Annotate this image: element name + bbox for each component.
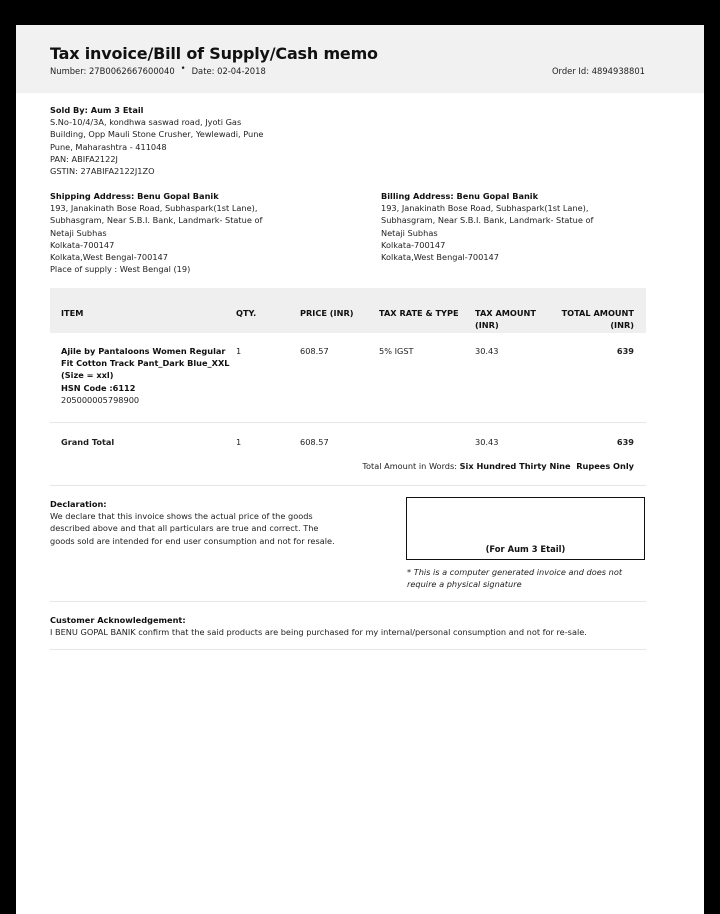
- invoice-header: [16, 25, 704, 93]
- billing-heading: Billing Address: Benu Gopal Banik: [381, 191, 539, 201]
- seller-block: [50, 104, 263, 177]
- signature-note-line: * This is a computer generated invoice and does not: [407, 567, 623, 577]
- invoice-date: Date: 02-04-2018: [191, 66, 266, 76]
- seller-line: GSTIN: 27ABIFA2122J1ZO: [50, 166, 155, 177]
- item-total: 639: [616, 346, 634, 356]
- grand-total-tax: 30.43: [475, 437, 499, 447]
- acknowledgement-heading: Customer Acknowledgement:: [50, 615, 186, 625]
- seller-line: PAN: ABIFA2122J: [50, 153, 118, 164]
- shipping-heading: Shipping Address: Benu Gopal Banik: [50, 191, 219, 201]
- grand-total-amount: 639: [616, 437, 634, 447]
- declaration-block: [50, 498, 335, 547]
- shipping-line: Netaji Subhas: [50, 227, 107, 238]
- invoice-title: Tax invoice/Bill of Supply/Cash memo: [50, 44, 378, 63]
- invoice-meta: [50, 63, 266, 76]
- billing-line: 193, Janakinath Bose Road, Subhaspark(1st Lane),: [381, 203, 589, 214]
- shipping-address: [50, 190, 262, 275]
- place-of-supply: Place of supply : West Bengal (19): [50, 264, 191, 275]
- seller-line: Pune, Maharashtra - 411048: [50, 141, 167, 152]
- order-id: Order Id: 4894938801: [551, 66, 645, 76]
- signature-note-line: require a physical signature: [407, 579, 522, 590]
- item-name-line: Fit Cotton Track Pant_Dark Blue_XXL: [61, 358, 230, 369]
- col-tax-rate: TAX RATE & TYPE: [379, 308, 459, 318]
- amount-in-words: [362, 460, 634, 472]
- col-total-line1: TOTAL AMOUNT: [561, 308, 634, 318]
- item-sku: 205000005798900: [61, 394, 140, 405]
- col-tax-amount-line2: (INR): [475, 320, 499, 330]
- table-header: [50, 288, 646, 333]
- col-total-line2: (INR): [610, 320, 634, 330]
- amount-in-words-value: Six Hundred Thirty Nine Rupees Only: [459, 461, 634, 471]
- invoice-page: [16, 25, 704, 914]
- declaration-line: described above and that all particulars are true and correct. The: [50, 523, 319, 534]
- billing-line: Netaji Subhas: [381, 227, 438, 238]
- item-tax-rate: 5% IGST: [379, 346, 414, 356]
- item-price: 608.57: [300, 346, 329, 356]
- grand-total-price: 608.57: [300, 437, 329, 447]
- item-tax-amount: 30.43: [475, 346, 499, 356]
- section-divider: [50, 601, 646, 602]
- item-description: [61, 345, 230, 406]
- col-tax-amount-line1: TAX AMOUNT: [475, 308, 536, 318]
- col-item: ITEM: [61, 308, 84, 318]
- row-divider: [50, 422, 646, 423]
- signature-note: [407, 566, 622, 590]
- section-divider: [50, 649, 646, 650]
- acknowledgement-block: [50, 614, 646, 638]
- col-tax-amount: [475, 307, 536, 331]
- section-divider: [50, 485, 646, 486]
- declaration-line: We declare that this invoice shows the actual price of the goods: [50, 511, 313, 522]
- item-name-line: Ajile by Pantaloons Women Regular: [61, 346, 226, 356]
- billing-address: [381, 190, 593, 263]
- grand-total-label: Grand Total: [61, 437, 115, 447]
- col-price: PRICE (INR): [300, 308, 354, 318]
- signature-box: [406, 497, 645, 560]
- shipping-line: Kolkata-700147: [50, 239, 115, 250]
- item-hsn: HSN Code :6112: [61, 382, 136, 393]
- items-table: [50, 288, 646, 471]
- shipping-line: Kolkata,West Bengal-700147: [50, 252, 168, 263]
- declaration-heading: Declaration:: [50, 499, 107, 509]
- billing-line: Kolkata,West Bengal-700147: [381, 252, 499, 263]
- col-qty: QTY.: [236, 308, 257, 318]
- col-total: [562, 307, 634, 331]
- seller-heading: Sold By: Aum 3 Etail: [50, 105, 144, 115]
- shipping-line: Subhasgram, Near S.B.I. Bank, Landmark- Statue of: [50, 215, 263, 226]
- signature-label: (For Aum 3 Etail): [485, 544, 566, 554]
- item-name-line: (Size = xxl): [61, 370, 114, 381]
- acknowledgement-text: I BENU GOPAL BANIK confirm that the said products are being purchased for my internal/personal consumption and not for re-sale.: [50, 627, 587, 638]
- seller-line: S.No-10/4/3A, kondhwa saswad road, Jyoti Gas: [50, 117, 242, 128]
- declaration-line: goods sold are intended for end user consumption and not for resale.: [50, 535, 335, 546]
- amount-in-words-label: Total Amount in Words:: [362, 461, 458, 471]
- separator-dot: •: [180, 63, 186, 73]
- grand-total-qty: 1: [236, 437, 242, 447]
- seller-line: Building, Opp Mauli Stone Crusher, Yewlewadi, Pune: [50, 129, 264, 140]
- item-qty: 1: [236, 346, 242, 356]
- billing-line: Kolkata-700147: [381, 239, 446, 250]
- shipping-line: 193, Janakinath Bose Road, Subhaspark(1st Lane),: [50, 203, 258, 214]
- billing-line: Subhasgram, Near S.B.I. Bank, Landmark- Statue of: [381, 215, 594, 226]
- invoice-number: Number: 27B0062667600040: [50, 66, 175, 76]
